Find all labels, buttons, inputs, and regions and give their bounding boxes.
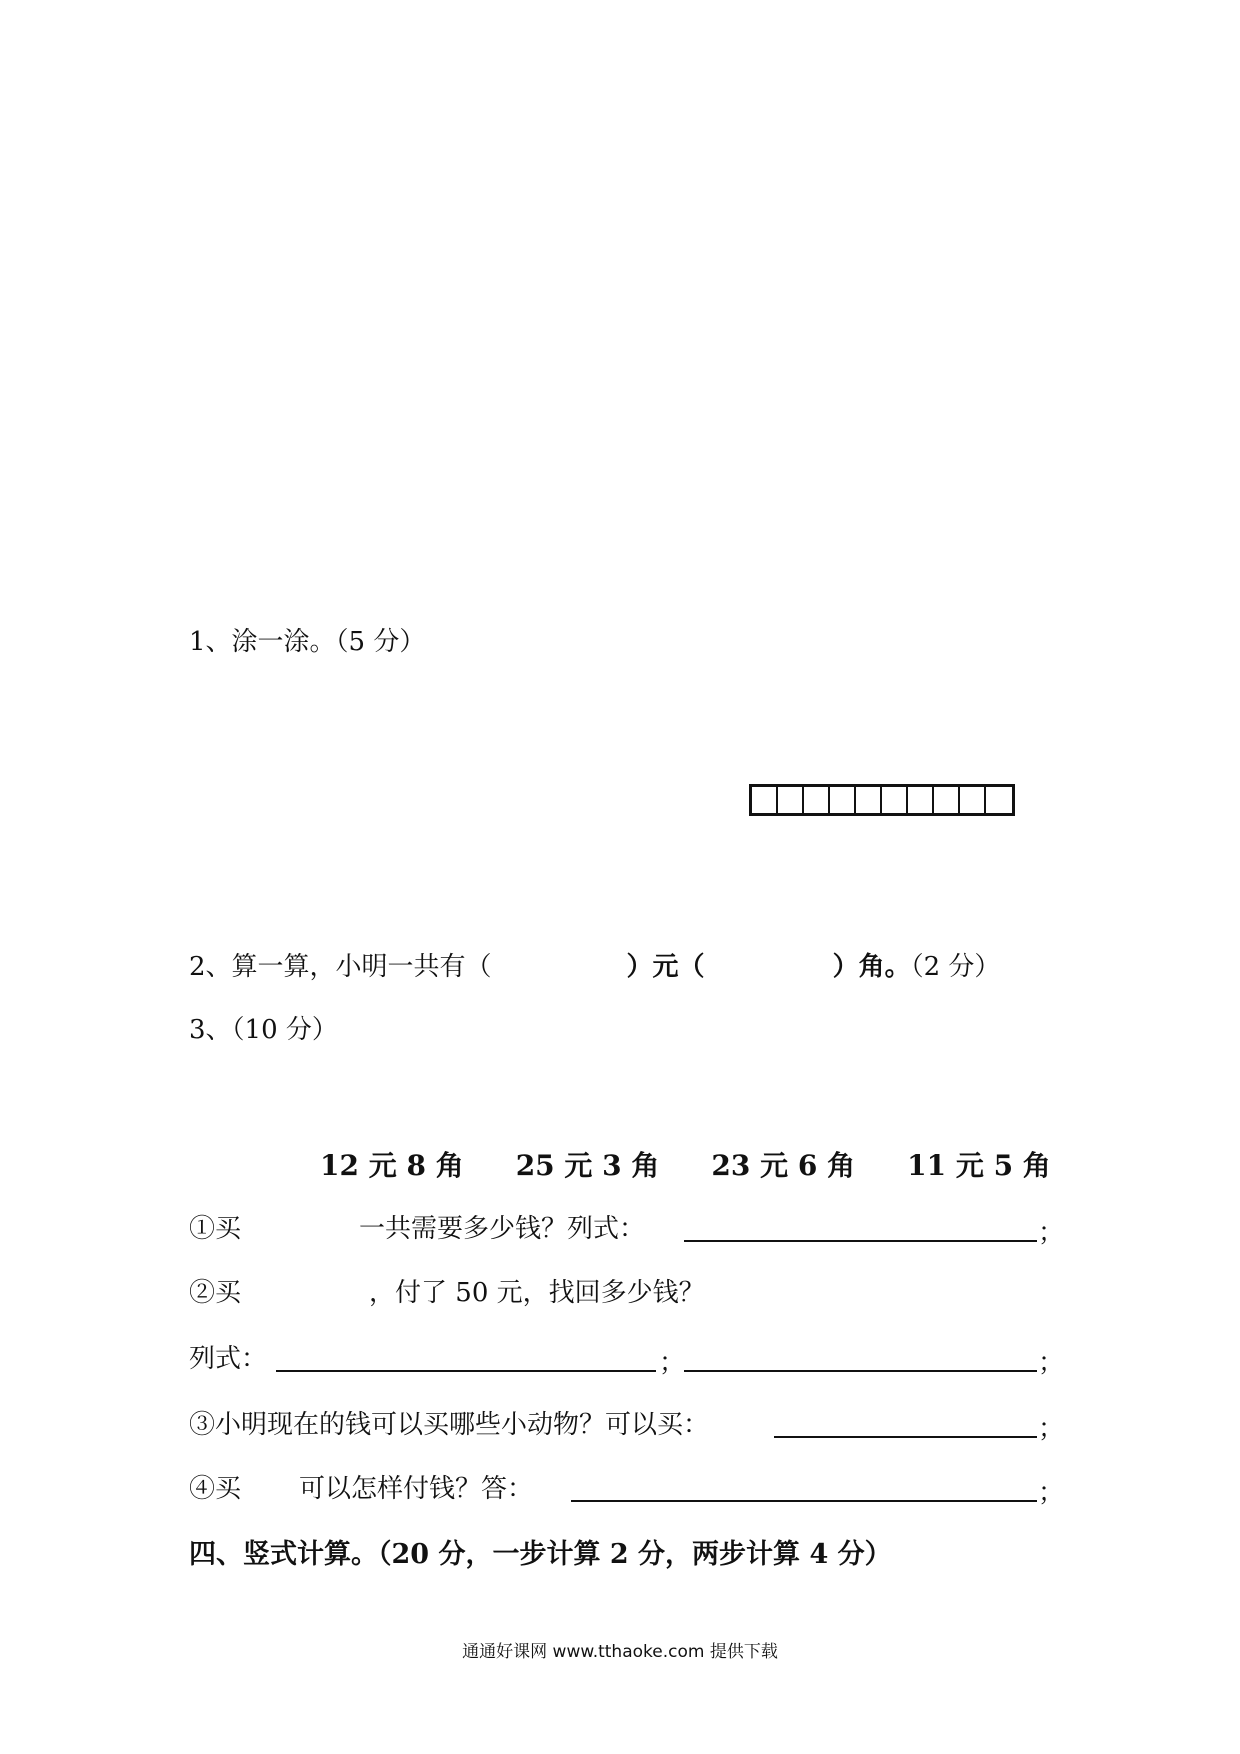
sub-question-2-answer-line-2[interactable]: [684, 1370, 1037, 1372]
question-3-title: [189, 1013, 338, 1047]
grid-cell[interactable]: [778, 787, 804, 813]
sub-question-2-end: ；: [1038, 1348, 1065, 1378]
question-2-prefix: 2、算一算，小明一共有（: [189, 952, 492, 982]
sub-question-4-end: ；: [1038, 1478, 1065, 1508]
question-2-points: （2 分）: [910, 952, 1001, 982]
grid-cell[interactable]: [908, 787, 934, 813]
section-4-heading: [189, 1538, 892, 1572]
sub-question-4-a: ④买: [189, 1474, 242, 1504]
sub-question-1-end: ；: [1038, 1218, 1065, 1248]
grid-cell[interactable]: [804, 787, 830, 813]
price-list: [320, 1144, 1051, 1184]
grid-cell[interactable]: [960, 787, 986, 813]
sub-question-2-answer-line-1[interactable]: [276, 1370, 656, 1372]
grid-cell[interactable]: [934, 787, 960, 813]
sub-question-1-b: 一共需要多少钱？列式：: [359, 1214, 646, 1244]
grid-cell[interactable]: [856, 787, 882, 813]
sub-question-3-end: ；: [1038, 1414, 1065, 1444]
sub-question-1-answer-line[interactable]: [684, 1240, 1037, 1242]
sub-question-1: [189, 1212, 645, 1246]
section-4-title: 四、竖式计算。（20 分，一步计算 2 分，两步计算 4 分）: [189, 1539, 892, 1570]
sub-question-4-b: 可以怎样付钱？答：: [299, 1474, 534, 1504]
grid-cell[interactable]: [830, 787, 856, 813]
question-2-jiao: ）角。: [832, 952, 911, 982]
price-item: 25 元 3 角: [515, 1149, 660, 1182]
sub-question-3: [189, 1408, 709, 1442]
sub-question-2-a: ②买: [189, 1278, 242, 1308]
sub-question-1-a: ①买: [189, 1214, 242, 1244]
question-1: [189, 625, 425, 659]
sub-question-3-answer-line[interactable]: [774, 1436, 1037, 1438]
question-2: [189, 950, 1000, 984]
footer-text: 通通好课网 www.tthaoke.com 提供下载: [462, 1642, 778, 1662]
sub-question-4: [189, 1472, 533, 1506]
question-2-yuan: ）元（: [626, 952, 705, 982]
sub-question-2-b: ，付了 50 元，找回多少钱？: [369, 1278, 705, 1308]
price-item: 11 元 5 角: [907, 1149, 1051, 1182]
grid-cell[interactable]: [986, 787, 1012, 813]
question-3-title-text: 3、（10 分）: [189, 1015, 338, 1045]
sub-question-2: [189, 1276, 705, 1310]
grid-cell[interactable]: [752, 787, 778, 813]
price-item: 12 元 8 角: [320, 1149, 464, 1182]
page-footer: [0, 1637, 1240, 1662]
shading-grid: [749, 784, 1015, 816]
sub-question-4-answer-line[interactable]: [571, 1500, 1037, 1502]
question-1-text: 1、涂一涂。（5 分）: [189, 627, 426, 657]
grid-cell[interactable]: [882, 787, 908, 813]
sub-question-2-formula-label: 列式：: [189, 1344, 268, 1374]
price-item: 23 元 6 角: [711, 1149, 856, 1182]
sub-question-3-text: ③小明现在的钱可以买哪些小动物？可以买：: [189, 1410, 710, 1440]
sub-question-2-separator: ；: [659, 1348, 686, 1378]
